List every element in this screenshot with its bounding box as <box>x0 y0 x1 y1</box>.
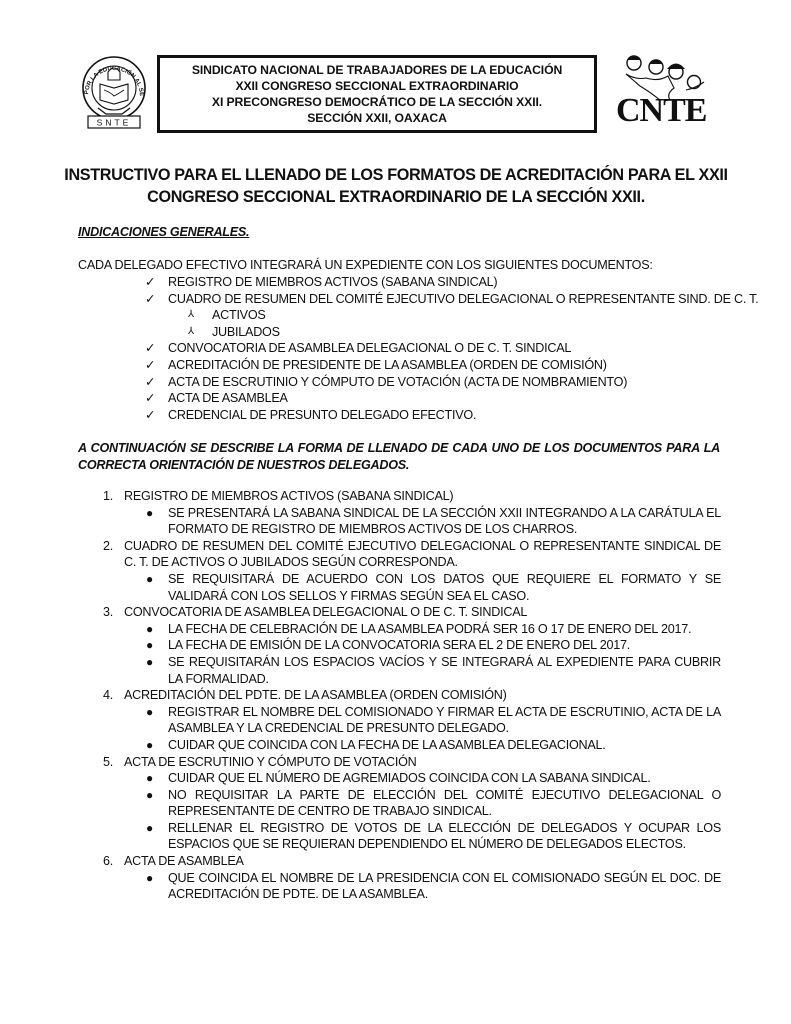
instruction-text: SE REQUISITARÁN LOS ESPACIOS VACÍOS Y SE INTEGRARÁ AL EXPEDIENTE PARA CUBRIR LA FORMALIDAD. <box>168 654 721 686</box>
instruction-bullet <box>146 704 721 737</box>
bullet-icon: ● <box>146 638 153 653</box>
document-number: 4. <box>103 688 114 703</box>
sub-item <box>145 307 745 324</box>
instruction-bullet <box>146 505 721 538</box>
instruction-bullet <box>146 787 721 820</box>
bullet-icon: ● <box>146 571 153 586</box>
bullet-icon: ● <box>146 704 153 719</box>
checkmark-icon: ✓ <box>145 341 156 356</box>
document-item <box>103 604 721 687</box>
document-number: 6. <box>103 854 114 869</box>
check-item-label: CUADRO DE RESUMEN DEL COMITÉ EJECUTIVO DELEGACIONAL O REPRESENTANTE SIND. DE C. T. <box>168 291 759 306</box>
document-item <box>103 853 721 903</box>
document-number: 1. <box>103 489 114 503</box>
header-line-precongress: XI PRECONGRESO DEMOCRÁTICO DE LA SECCIÓN XXII. <box>211 95 543 109</box>
instruction-text: RELLENAR EL REGISTRO DE VOTOS DE LA ELECCIÓN DE DELEGADOS Y OCUPAR LOS ESPACIOS QUE SE REQUIERAN DEPENDIENDO EL NÚMERO DE DELEGADOS ELECTOS. <box>168 820 721 852</box>
check-item <box>145 340 745 357</box>
general-indications-heading: INDICACIONES GENERALES. <box>78 225 250 239</box>
cnte-logo <box>612 52 712 130</box>
document-item <box>103 687 721 753</box>
bullet-icon: ● <box>146 621 153 636</box>
document-item <box>103 538 721 604</box>
check-item-label: CONVOCATORIA DE ASAMBLEA DELEGACIONAL O DE C. T. SINDICAL <box>168 341 572 356</box>
general-intro: CADA DELEGADO EFECTIVO INTEGRARÁ UN EXPEDIENTE CON LOS SIGUIENTES DOCUMENTOS: <box>78 258 653 272</box>
check-item <box>145 407 745 424</box>
document-instructions-list <box>103 488 721 903</box>
sub-item-label: ACTIVOS <box>212 308 266 323</box>
arrowhead-icon: ⅄ <box>188 309 194 321</box>
document-title: CUADRO DE RESUMEN DEL COMITÉ EJECUTIVO DELEGACIONAL O REPRESENTANTE SINDICAL DE C. T. DE ACTIVOS O JUBILADOS SEGÚN CORRESPONDA. <box>124 538 721 570</box>
instruction-text: SE PRESENTARÁ LA SABANA SINDICAL DE LA SECCIÓN XXII INTEGRANDO A LA CARÁTULA EL FORMATO DE REGISTRO DE MIEMBROS ACTIVOS DE LOS CHARROS. <box>168 505 721 537</box>
sub-item <box>145 324 745 341</box>
instruction-text: NO REQUISITAR LA PARTE DE ELECCIÓN DEL COMITÉ EJECUTIVO DELEGACIONAL O REPRESENTANTE DE CENTRO DE TRABAJO SINDICAL. <box>168 787 721 819</box>
snte-logo <box>78 50 150 130</box>
check-item <box>145 291 759 308</box>
checkmark-icon: ✓ <box>145 275 156 289</box>
continuation-heading: A CONTINUACIÓN SE DESCRIBE LA FORMA DE LLENADO DE CADA UNO DE LOS DOCUMENTOS PARA LA CORRECTA ORIENTACIÓN DE NUESTROS DELEGADOS. <box>78 441 720 472</box>
checkmark-icon: ✓ <box>145 291 156 306</box>
instruction-text: LA FECHA DE CELEBRACIÓN DE LA ASAMBLEA PODRÁ SER 16 O 17 DE ENERO DEL 2017. <box>168 621 692 636</box>
sub-item-label: JUBILADOS <box>212 324 280 339</box>
bullet-icon: ● <box>146 771 153 786</box>
instruction-bullet <box>146 621 721 638</box>
bullet-icon: ● <box>146 737 153 752</box>
instruction-bullet <box>146 654 721 687</box>
header-line-congress: XXII CONGRESO SECCIONAL EXTRAORDINARIO <box>235 79 519 93</box>
document-item <box>103 754 721 854</box>
snte-emblem-icon <box>78 50 150 130</box>
document-number: 5. <box>103 754 114 769</box>
header-line-section: SECCIÓN XXII, OAXACA <box>307 111 447 125</box>
bullet-icon: ● <box>146 654 153 669</box>
snte-label: SNTE <box>96 117 132 128</box>
instruction-bullet <box>146 571 721 604</box>
instruction-bullet <box>146 637 721 654</box>
document-title: ACTA DE ESCRUTINIO Y CÓMPUTO DE VOTACIÓN <box>124 754 417 769</box>
check-item-label: ACTA DE ASAMBLEA <box>168 391 288 406</box>
document-item <box>103 488 721 538</box>
instruction-bullet <box>146 870 721 903</box>
header-box <box>157 55 597 133</box>
required-documents-list <box>145 274 759 423</box>
check-item-label: CREDENCIAL DE PRESUNTO DELEGADO EFECTIVO. <box>168 407 477 422</box>
bullet-icon: ● <box>146 505 153 520</box>
check-item-label: ACTA DE ESCRUTINIO Y CÓMPUTO DE VOTACIÓN (ACTA DE NOMBRAMIENTO) <box>168 374 628 389</box>
snte-ring-text: POR LA EDUCACIÓN AL SE <box>84 65 145 97</box>
instruction-text: QUE COINCIDA EL NOMBRE DE LA PRESIDENCIA CON EL COMISIONADO SEGÚN EL DOC. DE ACREDITACIÓN DE PDTE. DE LA ASAMBLEA. <box>168 870 721 902</box>
document-number: 3. <box>103 605 114 620</box>
bullet-icon: ● <box>146 787 153 802</box>
bullet-icon: ● <box>146 820 153 835</box>
document-title: ACREDITACIÓN DEL PDTE. DE LA ASAMBLEA (ORDEN COMISIÓN) <box>124 688 507 703</box>
checkmark-icon: ✓ <box>145 391 156 406</box>
document-number: 2. <box>103 538 114 553</box>
checkmark-icon: ✓ <box>145 374 156 389</box>
document-title: CONVOCATORIA DE ASAMBLEA DELEGACIONAL O DE C. T. SINDICAL <box>124 605 528 620</box>
check-item <box>145 374 745 391</box>
title-line-2: CONGRESO SECCIONAL EXTRAORDINARIO DE LA SECCIÓN XXII. <box>147 188 645 206</box>
instruction-text: CUIDAR QUE EL NÚMERO DE AGREMIADOS COINCIDA CON LA SABANA SINDICAL. <box>168 771 651 786</box>
document-title: REGISTRO DE MIEMBROS ACTIVOS (SABANA SINDICAL) <box>124 489 454 503</box>
document-title <box>60 164 732 208</box>
checkmark-icon: ✓ <box>145 357 156 372</box>
check-item <box>145 390 745 407</box>
instruction-bullet <box>146 737 721 754</box>
header-line-union: SINDICATO NACIONAL DE TRABAJADORES DE LA EDUCACIÓN <box>191 63 563 77</box>
instruction-text: REGISTRAR EL NOMBRE DEL COMISIONADO Y FIRMAR EL ACTA DE ESCRUTINIO, ACTA DE LA ASAMBLEA Y LA CREDENCIAL DE PRESUNTO DELEGADO. <box>168 704 721 736</box>
document-title: ACTA DE ASAMBLEA <box>124 854 244 869</box>
instruction-bullet <box>146 820 721 853</box>
title-line-1: INSTRUCTIVO PARA EL LLENADO DE LOS FORMATOS DE ACREDITACIÓN PARA EL XXII <box>64 166 728 184</box>
instruction-text: CUIDAR QUE COINCIDA CON LA FECHA DE LA ASAMBLEA DELEGACIONAL. <box>168 737 606 752</box>
arrowhead-icon: ⅄ <box>188 325 194 337</box>
cnte-label: CNTE <box>616 92 707 129</box>
checkmark-icon: ✓ <box>145 407 156 422</box>
check-item <box>145 274 745 291</box>
instruction-text: SE REQUISITARÁ DE ACUERDO CON LOS DATOS QUE REQUIERE EL FORMATO Y SE VALIDARÁ CON LOS SELLOS Y FIRMAS SEGÚN SEA EL CASO. <box>168 571 721 603</box>
check-item-label: REGISTRO DE MIEMBROS ACTIVOS (SABANA SINDICAL) <box>168 275 498 289</box>
instruction-text: LA FECHA DE EMISIÓN DE LA CONVOCATORIA SERA EL 2 DE ENERO DEL 2017. <box>168 638 630 653</box>
check-item <box>145 357 745 374</box>
bullet-icon: ● <box>146 870 153 885</box>
instruction-bullet <box>146 770 721 787</box>
check-item-label: ACREDITACIÓN DE PRESIDENTE DE LA ASAMBLEA (ORDEN DE COMISIÓN) <box>168 357 607 372</box>
